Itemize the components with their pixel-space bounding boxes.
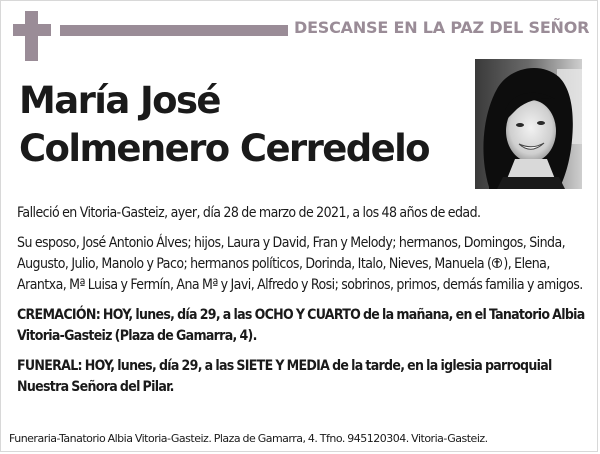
- small-cross-icon: [492, 257, 502, 269]
- obituary-body: [17, 203, 587, 407]
- header-title: DESCANSE EN LA PAZ DEL SEÑOR: [294, 18, 590, 37]
- family-text-part2: ), Elena, Arantxa, Mª Luisa y Fermín, Ana Mª y Javi, Alfredo y Rosi; sobrinos, primos, demás familia y amigos.: [17, 256, 583, 293]
- header-bar: [60, 25, 288, 36]
- deceased-name: [19, 77, 459, 173]
- funeral-notice: FUNERAL: HOY, lunes, día 29, a las SIETE Y MEDIA de la tarde, en la iglesia parroquial Nuestra Señora del Pilar.: [17, 358, 552, 395]
- funeral-home-footer: Funeraria-Tanatorio Albia Vitoria-Gasteiz. Plaza de Gamarra, 4. Tfno. 945120304. Vitoria-Gasteiz.: [9, 432, 488, 445]
- death-notice: Falleció en Vitoria-Gasteiz, ayer, día 28 de marzo de 2021, a los 48 años de edad.: [17, 205, 481, 221]
- family-text-part1: Su esposo, José Antonio Álves; hijos, Laura y David, Fran y Melody; hermanos, Domingos, Sinda, Augusto, Julio, Manolo y Paco; hermanos políticos, Dorinda, Italo, Nieves, Manuela (: [17, 235, 566, 272]
- name-line-surnames: Colmenero Cerredelo: [19, 127, 430, 170]
- family-list: [17, 233, 587, 296]
- name-line-first: María José: [19, 79, 220, 122]
- portrait-photo: [475, 59, 582, 189]
- cross-icon: [13, 11, 51, 61]
- cremation-notice: CREMACIÓN: HOY, lunes, día 29, a las OCHO Y CUARTO de la mañana, en el Tanatorio Albia Vitoria-Gasteiz (Plaza de Gamarra, 4).: [17, 307, 585, 344]
